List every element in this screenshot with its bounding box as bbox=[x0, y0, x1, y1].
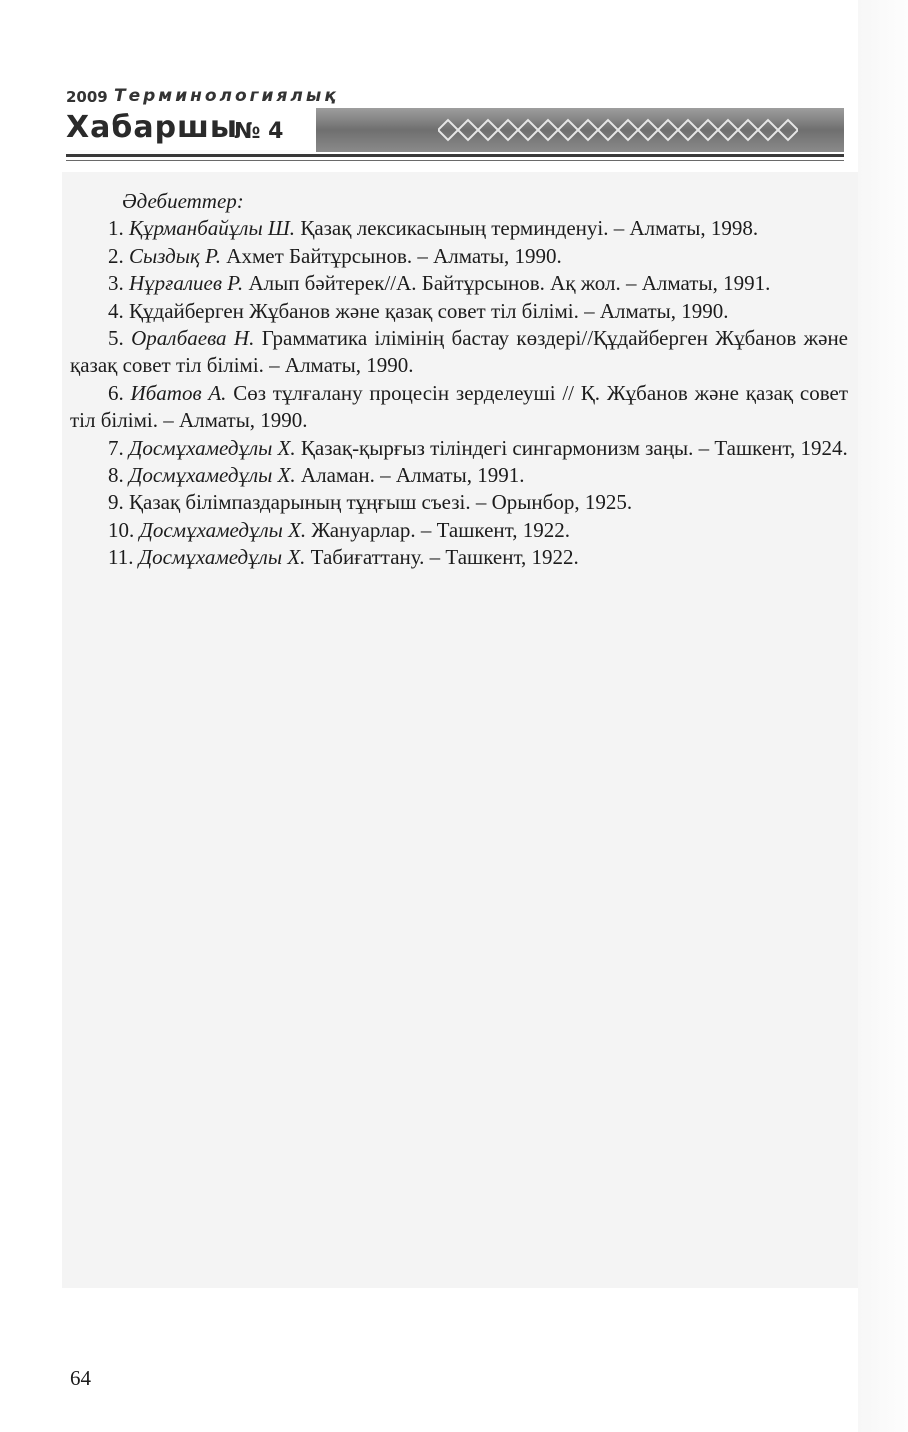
reference-item bbox=[70, 270, 848, 297]
journal-header bbox=[66, 86, 846, 176]
reference-item bbox=[70, 380, 848, 435]
header-title: Хабаршы bbox=[66, 110, 239, 145]
reference-number: 10. bbox=[108, 517, 135, 542]
reference-author: Досмұхамедұлы Х. bbox=[129, 463, 296, 488]
reference-item bbox=[70, 517, 848, 544]
reference-author: Нұрғалиев Р. bbox=[129, 271, 244, 296]
reference-text: Алып бәйтерек//А. Байтұрсынов. Ақ жол. – Алматы, 1991. bbox=[248, 271, 771, 296]
header-subtitle: Терминологиялық bbox=[114, 86, 339, 106]
references-title: Әдебиеттер: bbox=[122, 189, 244, 213]
reference-author: Құрманбайұлы Ш. bbox=[129, 216, 296, 241]
reference-text: Қазақ лексикасының терминденуі. – Алматы, 1998. bbox=[300, 216, 759, 241]
reference-item bbox=[70, 435, 848, 462]
reference-text: Табиғаттану. – Ташкент, 1922. bbox=[310, 545, 579, 570]
reference-item bbox=[70, 215, 848, 242]
reference-text: Ахмет Байтұрсынов. – Алматы, 1990. bbox=[226, 243, 562, 268]
reference-number: 9. bbox=[108, 490, 124, 515]
header-issue-number: № 4 bbox=[234, 119, 284, 144]
reference-number: 4. bbox=[108, 298, 124, 323]
reference-item bbox=[70, 298, 848, 325]
reference-number: 8. bbox=[108, 463, 124, 488]
header-year: 2009 bbox=[66, 88, 108, 106]
reference-item bbox=[70, 325, 848, 380]
reference-author: Досмұхамедұлы Х. bbox=[129, 435, 296, 460]
reference-item bbox=[70, 489, 848, 516]
page-edge-shadow bbox=[858, 0, 908, 1432]
reference-number: 2. bbox=[108, 243, 124, 268]
references-section bbox=[70, 188, 848, 572]
reference-author: Ибатов А. bbox=[130, 380, 227, 405]
reference-text: Қазақ-қырғыз тіліндегі сингармонизм заңы. – Ташкент, 1924. bbox=[300, 435, 848, 460]
reference-text: Қазақ білімпаздарының тұңғыш съезі. – Орынбор, 1925. bbox=[129, 490, 633, 515]
reference-author: Сыздық Р. bbox=[129, 243, 222, 268]
reference-number: 7. bbox=[108, 435, 124, 460]
reference-author: Оралбаева Н. bbox=[131, 326, 255, 351]
reference-text: Сөз тұлғалану процесін зерделеуші // Қ. Жұбанов және қазақ совет тіл білімі. – Алматы, 1990. bbox=[70, 380, 849, 433]
ornament-icon bbox=[438, 114, 798, 146]
references-list bbox=[70, 215, 848, 571]
reference-number: 6. bbox=[108, 380, 124, 405]
reference-author: Досмұхамедұлы Х. bbox=[139, 517, 307, 542]
reference-text: Құдайберген Жұбанов және қазақ совет тіл білімі. – Алматы, 1990. bbox=[129, 298, 729, 323]
page-number: 64 bbox=[70, 1366, 91, 1390]
header-banner bbox=[316, 108, 844, 152]
reference-text: Грамматика ілімінің бастау көздері//Құдайберген Жұбанов және қазақ совет тіл білімі. – Алматы, 1990. bbox=[70, 326, 848, 378]
reference-number: 11. bbox=[108, 545, 134, 570]
reference-item bbox=[70, 243, 848, 270]
reference-number: 5. bbox=[108, 326, 124, 351]
header-rule-thick bbox=[66, 154, 844, 157]
reference-text: Жануарлар. – Ташкент, 1922. bbox=[311, 517, 570, 542]
reference-item bbox=[70, 462, 848, 489]
reference-item bbox=[70, 544, 848, 571]
reference-author: Досмұхамедұлы Х. bbox=[138, 545, 306, 570]
reference-number: 1. bbox=[108, 216, 124, 241]
header-rule-thin bbox=[66, 160, 844, 161]
reference-text: Аламан. – Алматы, 1991. bbox=[300, 463, 525, 488]
reference-number: 3. bbox=[108, 271, 124, 296]
